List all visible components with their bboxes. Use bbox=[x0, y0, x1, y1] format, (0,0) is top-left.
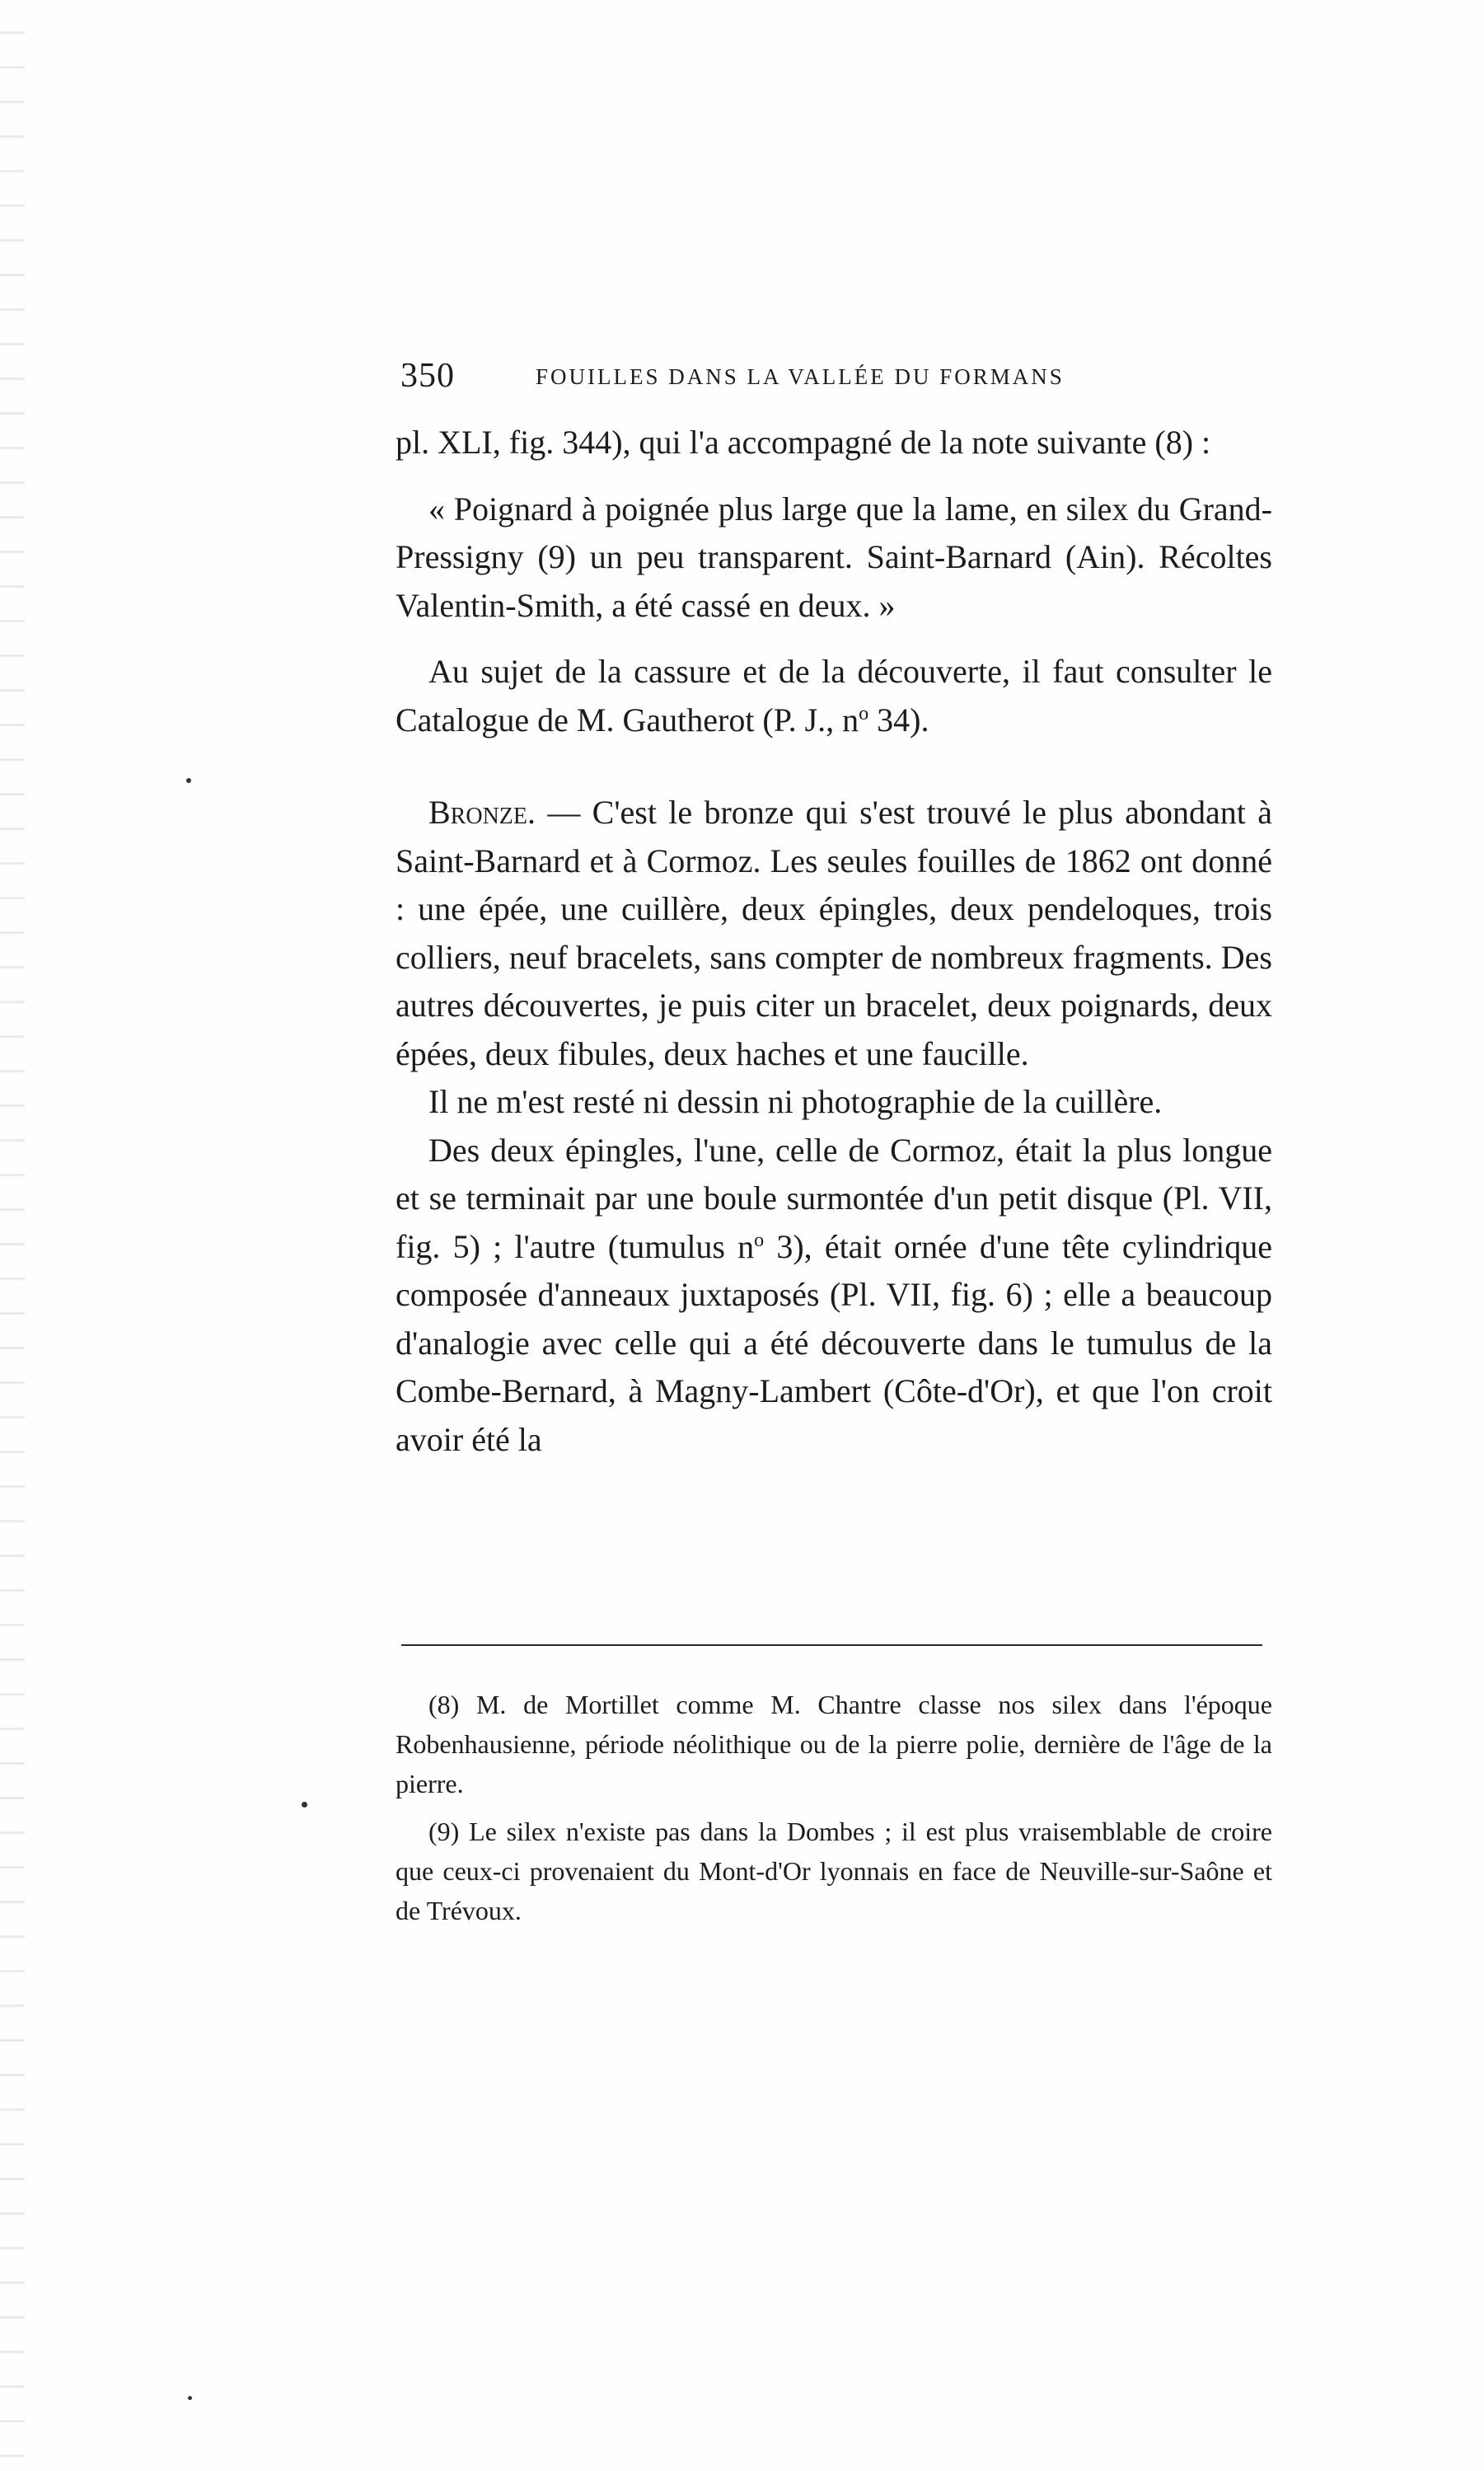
numero-superscript: o bbox=[859, 702, 869, 724]
paragraph-epingles bbox=[396, 1127, 1272, 1465]
epingles-text-end: 3), était ornée d'une tête cylindrique composée d'anneaux juxtaposés (Pl. VII, fig. 6) ; elle a beaucoup d'analogie avec celle qui a été découverte dans le tumulus de la Combe-Bernard, à Magny-Lambert (Côte-d'Or), et que l'on croit avoir été la bbox=[396, 1227, 1273, 1458]
paragraph-continued: pl. XLI, fig. 344), qui l'a accompagné de la note suivante (8) : bbox=[396, 424, 1211, 461]
main-text bbox=[396, 419, 1272, 1464]
footnote-8: (8) M. de Mortillet comme M. Chantre classe nos silex dans l'époque Robenhausienne, période néolithique ou de la pierre polie, dernière de l'âge de la pierre. bbox=[396, 1690, 1272, 1798]
running-head bbox=[400, 356, 1257, 406]
epingles-text-start: Des deux épingles, l'une, celle de Cormoz, était la plus longue et se terminait par une boule surmontée d'un petit disque (Pl. VII, fig. 5) ; l'autre (tumulus n bbox=[396, 1131, 1272, 1265]
paragraph-cuillere: Il ne m'est resté ni dessin ni photographie de la cuillère. bbox=[428, 1083, 1163, 1120]
paragraph-catalogue bbox=[396, 648, 1272, 744]
section-label-bronze: Bronze. bbox=[428, 794, 536, 831]
numero-superscript: o bbox=[754, 1229, 765, 1251]
scan-speck bbox=[302, 1802, 307, 1808]
catalogue-text-start: Au sujet de la cassure et de la découverte, il faut consulter le Catalogue de M. Gautherot (P. J., n bbox=[396, 653, 1272, 738]
bronze-text: — C'est le bronze qui s'est trouvé le plus abondant à Saint-Barnard et à Cormoz. Les seules fouilles de 1862 ont donné : une épée, une cuillère, deux épingles, deux pendeloques, trois colliers, neuf bracelets, sans compter de nombreux fragments. Des autres découvertes, je puis citer un bracelet, deux poignards, deux épées, deux fibules, deux haches et une faucille. bbox=[396, 794, 1272, 1072]
footnote-9: (9) Le silex n'existe pas dans la Dombes ; il est plus vraisemblable de croire que ceux-ci provenaient du Mont-d'Or lyonnais en face de Neuville-sur-Saône et de Trévoux. bbox=[396, 1817, 1272, 1925]
scan-speck bbox=[188, 2396, 192, 2400]
scan-edge-noise bbox=[0, 0, 25, 2471]
catalogue-text-end: 34). bbox=[868, 701, 929, 738]
running-title: FOUILLES DANS LA VALLÉE DU FORMANS bbox=[536, 364, 1065, 389]
scan-speck bbox=[186, 778, 191, 783]
footnotes bbox=[396, 1685, 1272, 1930]
page-number: 350 bbox=[400, 357, 455, 395]
paragraph-bronze bbox=[396, 789, 1272, 1078]
paragraph-quote: « Poignard à poignée plus large que la lame, en silex du Grand-Pressigny (9) un peu transparent. Saint-Barnard (Ain). Récoltes Valentin-Smith, a été cassé en deux. » bbox=[396, 490, 1272, 624]
footnote-separator bbox=[401, 1644, 1262, 1646]
